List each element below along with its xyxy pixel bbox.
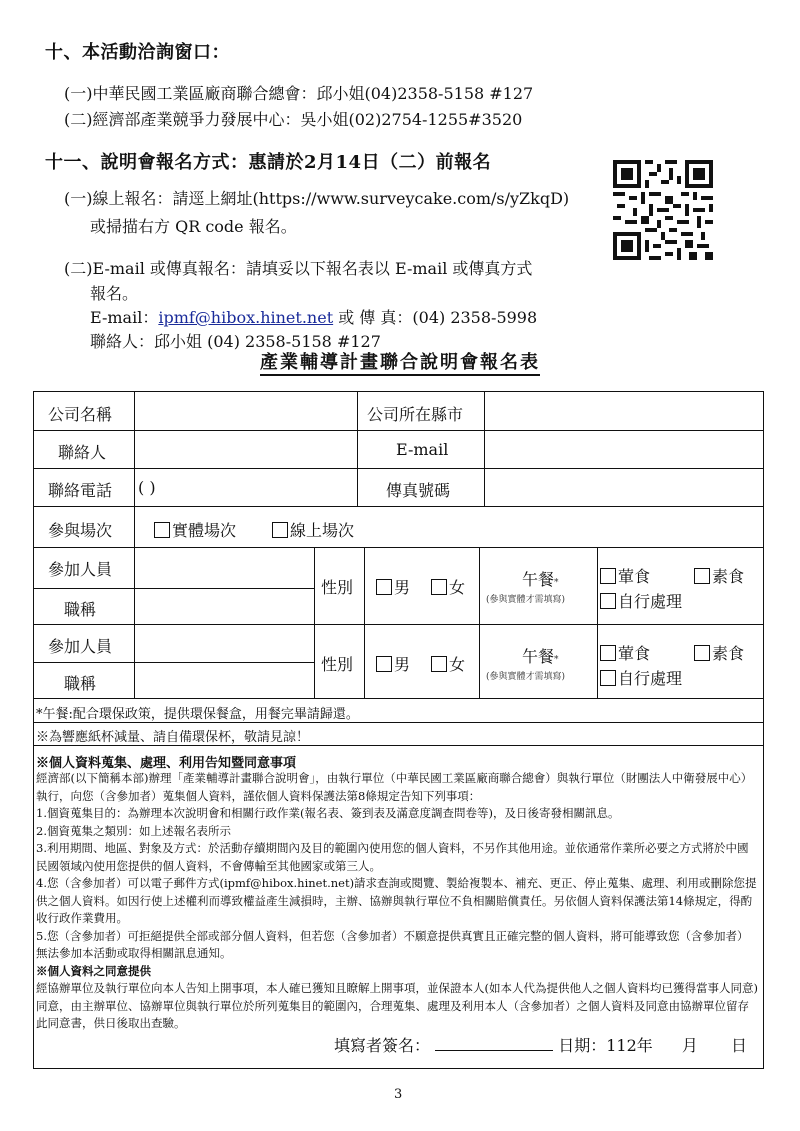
job-title-1-label: 職稱 bbox=[64, 600, 97, 619]
job-title-2-field[interactable] bbox=[135, 663, 313, 697]
attendee-2-field[interactable] bbox=[135, 625, 313, 661]
fax-text: 或 傳 真：(04) 2358-5998 bbox=[338, 308, 538, 327]
privacy-item-3: 3.利用期間、地區、對象及方式：於活動存續期間內及目的範圍內使用您的個人資料，不另作其他用途。並依通常作業所必要之方式將於中國民國領域內使用您提供的個人資料，不會傳輸至其他國家或第三人。 bbox=[36, 841, 749, 873]
session-physical-option[interactable]: 實體場次 bbox=[154, 518, 236, 541]
privacy-item-4: 4.您（含參加者）可以電子郵件方式(ipmf@hibox.hinet.net)請求查詢或閱覽、製給複製本、補充、更正、停止蒐集、處理、利用或刪除您提供之個人資料。如因行使上述權利而導致權益產生減損時，主辦、協辦與執行單位不負相關賠償責任。另依個人資料保護法第14條規定，得酌收行政作業費用。 bbox=[36, 876, 757, 925]
checkbox-icon[interactable] bbox=[272, 522, 288, 538]
attendee-1-field[interactable] bbox=[135, 548, 313, 587]
company-county-field[interactable] bbox=[485, 393, 761, 429]
email-link[interactable]: ipmf@hibox.hinet.net bbox=[158, 308, 334, 327]
form-title: 產業輔導計畫聯合說明會報名表 bbox=[0, 348, 800, 374]
checkbox-icon[interactable] bbox=[431, 656, 447, 672]
consent-heading: ※個人資料之同意提供 bbox=[36, 963, 151, 978]
contact-person: 聯絡人：邱小姐 (04) 2358-5158 #127 bbox=[90, 332, 381, 351]
contact-label: 聯絡人 bbox=[58, 443, 107, 462]
gender-2-label: 性別 bbox=[321, 655, 354, 674]
contact-section-heading: 十、本活動洽詢窗口： bbox=[45, 42, 230, 63]
fax-label-cell: 傳真號碼 bbox=[386, 481, 451, 500]
company-county-label: 公司所在縣市 bbox=[367, 405, 464, 424]
checkbox-icon[interactable] bbox=[694, 568, 710, 584]
contact-field[interactable] bbox=[135, 431, 356, 467]
privacy-item-1: 1.個資蒐集目的：為辦理本次說明會和相關行政作業(報名表、簽到表及滿意度調查問卷等)，及日後寄發相關訊息。 bbox=[36, 806, 620, 820]
signature-label: 填寫者簽名： bbox=[334, 1036, 431, 1055]
privacy-body bbox=[36, 770, 758, 1033]
date-label: 日期：112年 bbox=[558, 1036, 653, 1055]
gender-1-female-option[interactable]: 女 bbox=[431, 575, 465, 598]
email-field[interactable] bbox=[485, 431, 761, 467]
lunch-1-label: 午餐* bbox=[522, 570, 559, 589]
online-registration-line2: 或掃描右方 QR code 報名。 bbox=[90, 217, 297, 236]
lunch-2-note: (參與實體才需填寫) bbox=[486, 672, 566, 682]
job-title-2-label: 職稱 bbox=[64, 674, 97, 693]
gender-2-male-option[interactable]: 男 bbox=[376, 652, 410, 675]
lunch-2-veg-option[interactable]: 素食 bbox=[694, 641, 744, 664]
email-label: E-mail： bbox=[90, 308, 159, 327]
company-name-field[interactable] bbox=[135, 393, 356, 429]
job-title-1-field[interactable] bbox=[135, 589, 313, 623]
gender-1-male-option[interactable]: 男 bbox=[376, 575, 410, 598]
attendee-1-label: 參加人員 bbox=[48, 560, 113, 579]
page-number: 3 bbox=[394, 1087, 403, 1102]
checkbox-icon[interactable] bbox=[600, 645, 616, 661]
online-registration-line1: (一)線上報名：請逕上網址(https://www.surveycake.com/s/yZkqD) bbox=[64, 189, 570, 208]
registration-section-heading: 十一、說明會報名方式：惠請於2月14日（二）前報名 bbox=[45, 152, 492, 173]
phone-label: 聯絡電話 bbox=[48, 481, 113, 500]
email-registration-line2: 報名。 bbox=[90, 284, 139, 303]
lunch-2-meat-option[interactable]: 葷食 bbox=[600, 641, 650, 664]
privacy-item-2: 2.個資蒐集之類別：如上述報名表所示 bbox=[36, 823, 231, 838]
session-online-option[interactable]: 線上場次 bbox=[272, 518, 354, 541]
qr-code-image[interactable] bbox=[613, 160, 713, 260]
signature-row bbox=[334, 1033, 747, 1056]
attendee-2-label: 參加人員 bbox=[48, 637, 113, 656]
lunch-1-note: (參與實體才需填寫) bbox=[486, 595, 566, 605]
checkbox-icon[interactable] bbox=[154, 522, 170, 538]
day-label: 日 bbox=[730, 1036, 747, 1055]
checkbox-icon[interactable] bbox=[600, 593, 616, 609]
gender-2-female-option[interactable]: 女 bbox=[431, 652, 465, 675]
email-registration-line1: (二)E-mail 或傳真報名：請填妥以下報名表以 E-mail 或傳真方式 bbox=[64, 259, 533, 278]
registration-form bbox=[33, 391, 764, 1069]
privacy-item-5: 5.您（含參加者）可拒絕提供全部或部分個人資料，但若您（含參加者）不願意提供真實且正確完整的個人資料，將可能導致您（含參加者）無法參加本活動或取得相關訊息通知。 bbox=[36, 928, 749, 960]
privacy-heading: ※個人資料蒐集、處理、利用告知暨同意事項 bbox=[36, 756, 297, 771]
checkbox-icon[interactable] bbox=[694, 645, 710, 661]
month-label: 月 bbox=[681, 1036, 698, 1055]
checkbox-icon[interactable] bbox=[376, 579, 392, 595]
checkbox-icon[interactable] bbox=[431, 579, 447, 595]
contact-item-1: (一)中華民國工業區廠商聯合總會：邱小姐(04)2358-5158 #127 bbox=[64, 84, 534, 103]
cup-note: ※為響應紙杯減量、請自備環保杯，敬請見諒！ bbox=[36, 730, 310, 745]
session-label: 參與場次 bbox=[48, 521, 113, 540]
lunch-1-veg-option[interactable]: 素食 bbox=[694, 564, 744, 587]
fax-field[interactable] bbox=[485, 469, 761, 505]
lunch-2-label: 午餐* bbox=[522, 647, 559, 666]
consent-text: 經協辦單位及執行單位向本人告知上開事項，本人確已獲知且瞭解上開事項，並保證本人(如本人代為提供他人之個人資料均已獲得當事人同意)同意，由主辦單位、協辦單位與執行單位於所列蒐集目的範圍內，合理蒐集、處理及利用本人（含參加者）之個人資料及同意由協辦單位留存此同意書，供日後取出查驗。 bbox=[36, 981, 758, 1030]
phone-field[interactable]: ( ) bbox=[138, 478, 156, 497]
lunch-1-meat-option[interactable]: 葷食 bbox=[600, 564, 650, 587]
gender-1-label: 性別 bbox=[321, 578, 354, 597]
email-label-cell: E-mail bbox=[396, 440, 449, 459]
company-name-label: 公司名稱 bbox=[48, 405, 113, 424]
lunch-1-self-option[interactable]: 自行處理 bbox=[600, 589, 682, 612]
lunch-2-self-option[interactable]: 自行處理 bbox=[600, 666, 682, 689]
lunch-note: *午餐:配合環保政策，提供環保餐盒，用餐完畢請歸還。 bbox=[36, 707, 359, 722]
signature-field[interactable] bbox=[435, 1036, 553, 1051]
email-fax-line bbox=[90, 305, 537, 328]
checkbox-icon[interactable] bbox=[600, 670, 616, 686]
privacy-intro: 經濟部(以下簡稱本部)辦理「產業輔導計畫聯合說明會」，由執行單位（中華民國工業區廠商聯合總會）與執行單位（財團法人中衛發展中心）執行，向您（含參加者）蒐集個人資料，謹依個人資料保護法第8條規定告知下列事項： bbox=[36, 771, 753, 803]
contact-item-2: (二)經濟部產業競爭力發展中心：吳小姐(02)2754-1255#3520 bbox=[64, 110, 523, 129]
checkbox-icon[interactable] bbox=[376, 656, 392, 672]
checkbox-icon[interactable] bbox=[600, 568, 616, 584]
